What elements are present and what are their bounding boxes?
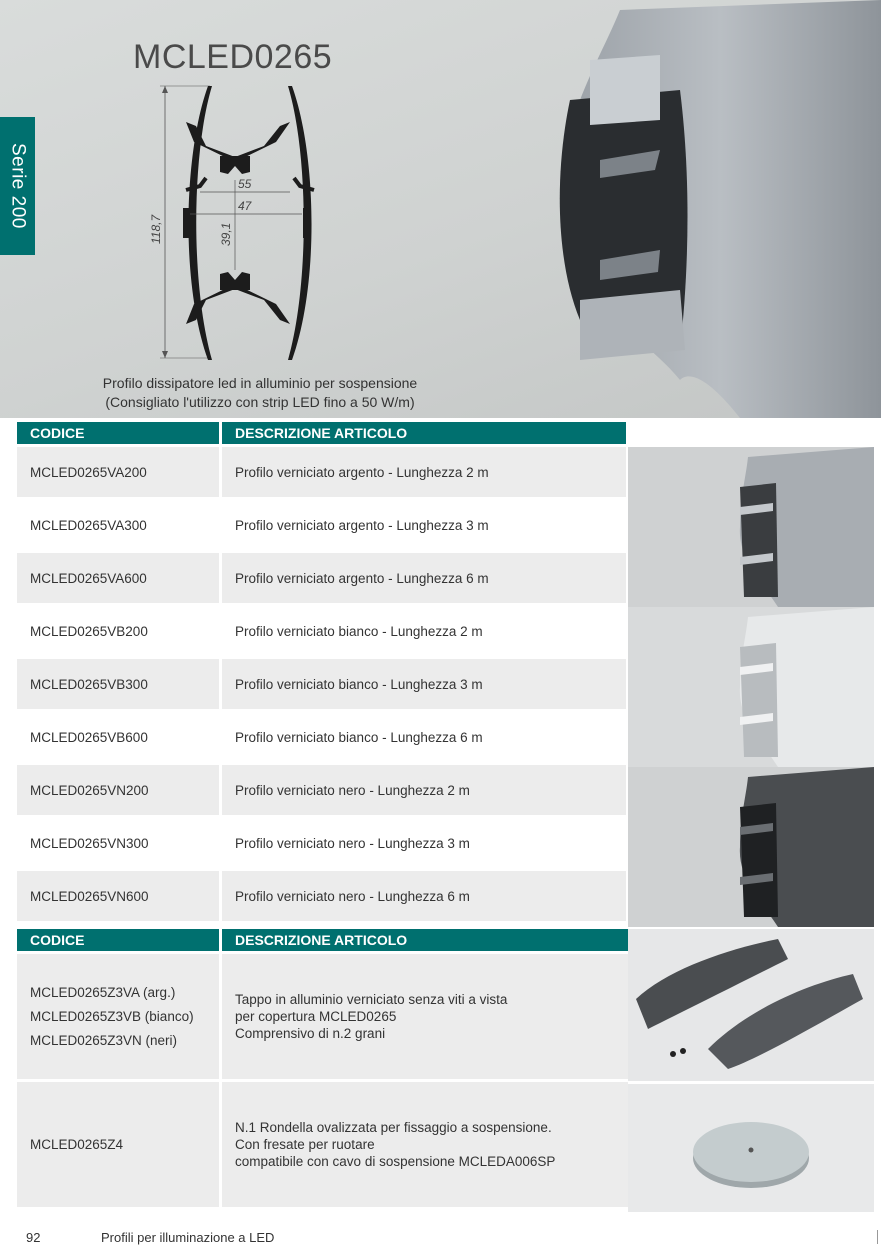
row-desc: Profilo verniciato bianco - Lunghezza 3 m [219,659,626,709]
row-code: MCLED0265VN200 [17,765,219,815]
row-code: MCLED0265Z4 [17,1082,219,1207]
thumb-washer [628,1084,874,1212]
hero-section [0,0,881,418]
profile-technical-drawing [140,82,330,372]
table-row [17,606,626,656]
profile-3d-render [540,0,881,418]
table-row [17,500,626,550]
footer-title: Profili per illuminazione a LED [101,1230,275,1245]
row-code: MCLED0265VB300 [17,659,219,709]
row-desc [219,1082,628,1207]
thumb-black-profile [628,767,874,927]
thumb-white-profile [628,607,874,767]
thumb-end-cap [628,929,874,1081]
row-desc: Profilo verniciato nero - Lunghezza 6 m [219,871,626,921]
row-desc [219,954,628,1079]
row-code: MCLED0265VB200 [30,623,148,639]
thumb-silver-profile [628,447,874,607]
row-desc: Profilo verniciato nero - Lunghezza 3 m [219,818,626,868]
table-row [17,818,626,868]
row-code: MCLED0265VA200 [17,447,219,497]
row-desc: Profilo verniciato bianco - Lunghezza 6 m [219,712,626,762]
table-row [17,447,626,497]
dim-width-inner: 47 [238,199,252,213]
hero-caption [60,374,460,412]
desc-line: N.1 Rondella ovalizzata per fissaggio a sospensione. [235,1119,552,1135]
table-row [17,765,626,815]
header-codice: CODICE [17,422,219,444]
header-descrizione: DESCRIZIONE ARTICOLO [219,929,628,951]
row-code: MCLED0265VA600 [17,553,219,603]
dim-height: 118,7 [149,214,163,244]
row-desc: Profilo verniciato argento - Lunghezza 2 m [219,447,626,497]
row-code: MCLED0265VN300 [30,835,149,851]
profile-table [17,419,626,924]
model-title: MCLED0265 [133,38,333,76]
table-row [17,712,626,762]
row-desc: Profilo verniciato argento - Lunghezza 3 m [219,500,626,550]
table-row [17,659,626,709]
series-tab [0,117,35,255]
desc-line: Comprensivo di n.2 grani [235,1025,386,1041]
dim-inner-height: 39,1 [219,222,233,246]
page-number: 92 [26,1230,41,1245]
table-row [17,1082,628,1207]
header-descrizione: DESCRIZIONE ARTICOLO [219,422,626,444]
series-label: Serie 200 [7,143,29,229]
row-code: MCLED0265VN600 [17,871,219,921]
code-line: MCLED0265Z3VA (arg.) [30,984,176,1000]
row-code [17,954,219,1079]
row-desc: Profilo verniciato bianco - Lunghezza 2 m [219,606,626,656]
table-row [17,871,626,921]
row-desc: Profilo verniciato nero - Lunghezza 2 m [219,765,626,815]
row-code: MCLED0265VA300 [30,517,147,533]
footer-divider [877,1230,878,1244]
desc-line: per copertura MCLED0265 [235,1008,397,1024]
table-row [17,553,626,603]
caption-line-2: (Consigliato l'utilizzo con strip LED fino a 50 W/m) [105,394,415,410]
dim-width-outer: 55 [238,177,252,191]
desc-line: Con fresate per ruotare [235,1136,375,1152]
accessories-table [17,926,628,1210]
code-line: MCLED0265Z3VN (neri) [30,1032,178,1048]
caption-line-1: Profilo dissipatore led in alluminio per sospensione [102,375,418,391]
code-line: MCLED0265Z3VB (bianco) [30,1008,194,1024]
desc-line: Tappo in alluminio verniciato senza viti a vista [235,991,508,1007]
row-code: MCLED0265VB600 [30,729,148,745]
desc-line: compatibile con cavo di sospensione MCLEDA006SP [235,1153,556,1169]
table-row [17,954,628,1079]
row-desc: Profilo verniciato argento - Lunghezza 6 m [219,553,626,603]
header-codice: CODICE [17,929,219,951]
